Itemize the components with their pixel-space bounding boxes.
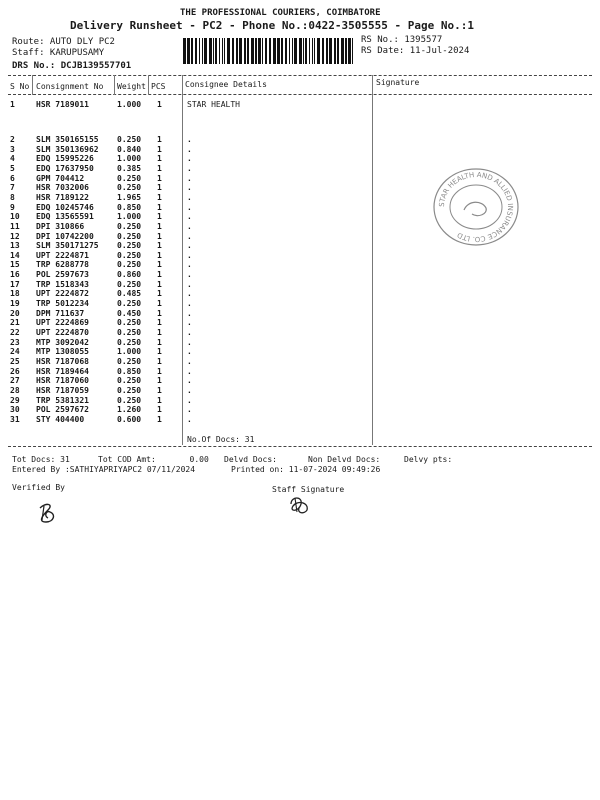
row-weight: 0.250 [117,250,142,260]
row-pcs: 1 [157,270,162,280]
divider [8,75,592,76]
row-consignee: . [187,366,192,376]
row-weight: 0.850 [117,202,142,212]
row-consignee: . [187,135,192,144]
row-consignee: . [187,144,192,154]
row-consignment-no: TRP 1518343 [36,279,89,289]
row-sno: 13 [10,241,20,251]
table-row [0,415,600,425]
row-sno: 14 [10,250,20,260]
svg-text:STAR HEALTH AND ALLIED INSURAN [438,171,514,243]
row-pcs: 1 [157,385,162,395]
row-sno: 7 [10,183,15,193]
row-sno: 1 [10,100,15,109]
row-sno: 17 [10,279,20,289]
row-sno: 6 [10,173,15,183]
row-pcs: 1 [157,231,162,241]
row-sno: 5 [10,163,15,173]
row-weight: 1.965 [117,192,142,202]
row-sno: 10 [10,212,20,222]
row-sno: 2 [10,135,15,144]
row-consignee: . [187,154,192,164]
row-consignment-no: SLM 350171275 [36,241,99,251]
row-pcs: 1 [157,154,162,164]
row-consignee: . [187,163,192,173]
row-weight: 0.485 [117,289,142,299]
row-consignee: STAR HEALTH [187,100,240,109]
delivered-docs: Delvd Docs: [224,455,277,464]
row-consignee: . [187,405,192,415]
rs-number: RS No.: 1395577 [361,35,443,45]
row-weight: 1.000 [117,100,142,109]
row-consignee: . [187,385,192,395]
row-weight: 0.250 [117,279,142,289]
row-weight: 0.840 [117,144,142,154]
col-header-weight: Weight [117,82,146,91]
row-pcs: 1 [157,405,162,415]
row-consignment-no: DPM 711637 [36,308,85,318]
table-row [0,289,600,299]
row-weight: 0.250 [117,183,142,193]
table-row [0,386,600,396]
table-row [0,309,600,319]
row-pcs: 1 [157,144,162,154]
row-weight: 0.450 [117,308,142,318]
row-weight: 0.250 [117,135,142,144]
row-consignment-no: HSR 7187068 [36,356,89,366]
row-sno: 28 [10,385,20,395]
table-row [0,270,600,280]
row-consignment-no: UPT 2224869 [36,318,89,328]
table-row [0,405,600,415]
row-pcs: 1 [157,202,162,212]
row-consignment-no: POL 2597672 [36,405,89,415]
table-row [0,376,600,386]
col-header-sno: S No [10,82,30,91]
column-line [32,75,33,95]
row-sno: 8 [10,192,15,202]
entered-by: Entered By :SATHIYAPRIYAPC2 07/11/2024 [12,465,196,474]
row-consignee: . [187,376,192,386]
row-pcs: 1 [157,192,162,202]
rs-date: RS Date: 11-Jul-2024 [361,46,470,56]
row-pcs: 1 [157,299,162,309]
table-row [0,145,600,155]
row-consignee: . [187,202,192,212]
table-row [0,318,600,328]
total-cod-amount: Tot COD Amt: 0.00 [98,455,209,464]
row-consignment-no: MTP 1308055 [36,347,89,357]
row-sno: 20 [10,308,20,318]
row-sno: 31 [10,414,20,424]
row-consignee: . [187,308,192,318]
row-weight: 0.250 [117,385,142,395]
row-weight: 0.250 [117,395,142,405]
row-consignment-no: MTP 3092042 [36,337,89,347]
row-weight: 0.250 [117,231,142,241]
row-pcs: 1 [157,279,162,289]
row-consignee: . [187,231,192,241]
row-pcs: 1 [157,308,162,318]
row-consignment-no: UPT 2224871 [36,250,89,260]
row-pcs: 1 [157,347,162,357]
company-name: THE PROFESSIONAL COURIERS, COIMBATORE [180,8,381,18]
table-row [0,135,600,145]
row-consignment-no: POL 2597673 [36,270,89,280]
row-weight: 1.000 [117,212,142,222]
row-weight: 0.250 [117,241,142,251]
row-consignment-no: DPI 310866 [36,221,85,231]
row-sno: 26 [10,366,20,376]
row-consignee: . [187,173,192,183]
row-consignment-no: HSR 7187059 [36,385,89,395]
column-line [148,75,149,95]
row-consignment-no: UPT 2224872 [36,289,89,299]
row-consignee: . [187,270,192,280]
row-consignee: . [187,250,192,260]
row-sno: 4 [10,154,15,164]
row-sno: 24 [10,347,20,357]
row-pcs: 1 [157,260,162,270]
runsheet-title: Delivery Runsheet - PC2 - Phone No.:0422-3505555 - Page No.:1 [70,19,474,32]
verified-signature-image [34,500,62,526]
row-sno: 19 [10,299,20,309]
row-consignee: . [187,192,192,202]
row-consignee: . [187,212,192,222]
table-row [0,280,600,290]
row-sno: 27 [10,376,20,386]
row-consignee: . [187,289,192,299]
row-sno: 29 [10,395,20,405]
col-header-pcs: PCS [151,82,166,91]
row-consignment-no: UPT 2224870 [36,328,89,337]
row-weight: 0.250 [117,337,142,347]
row-sno: 21 [10,318,20,328]
row-pcs: 1 [157,163,162,173]
row-pcs: 1 [157,289,162,299]
table-row [0,357,600,367]
row-sno: 23 [10,337,20,347]
row-consignment-no: EDQ 15995226 [36,154,94,164]
row-consignee: . [187,260,192,270]
table-row [0,154,600,164]
divider [8,446,592,447]
row-weight: 1.000 [117,347,142,357]
table-row [0,251,600,261]
row-consignment-no: SLM 350136962 [36,144,99,154]
table-row [0,347,600,357]
row-pcs: 1 [157,135,162,144]
stamp-text: STAR HEALTH AND ALLIED INSURANCE CO. LTD [437,170,515,244]
col-header-signature: Signature [376,78,420,87]
row-consignment-no: HSR 7189464 [36,366,89,376]
row-weight: 0.250 [117,318,142,328]
row-consignment-no: HSR 7032006 [36,183,89,193]
row-consignment-no: TRP 5381321 [36,395,89,405]
row-sno: 3 [10,144,15,154]
row-weight: 0.250 [117,173,142,183]
row-pcs: 1 [157,376,162,386]
row-consignee: . [187,414,192,424]
row-consignment-no: GPM 704412 [36,173,85,183]
row-consignment-no: HSR 7189122 [36,192,89,202]
row-weight: 0.850 [117,366,142,376]
row-consignee: . [187,337,192,347]
col-header-consignment: Consignment No [36,82,104,91]
row-consignment-no: DPI 10742200 [36,231,94,241]
row-pcs: 1 [157,250,162,260]
row-pcs: 1 [157,212,162,222]
row-consignment-no: EDQ 13565591 [36,212,94,222]
row-weight: 0.250 [117,299,142,309]
staff-label: Staff: KARUPUSAMY [12,48,105,58]
row-pcs: 1 [157,318,162,328]
row-consignee: . [187,347,192,357]
row-pcs: 1 [157,241,162,251]
row-pcs: 1 [157,356,162,366]
row-consignment-no: STY 404400 [36,414,85,424]
row-consignee: . [187,183,192,193]
row-weight: 1.000 [117,154,142,164]
divider [8,94,592,95]
table-row [0,367,600,377]
row-consignment-no: HSR 7189011 [36,100,89,109]
row-weight: 0.250 [117,328,142,337]
row-consignee: . [187,241,192,251]
staff-signature-label: Staff Signature [272,485,345,494]
table-row [0,100,600,110]
row-weight: 0.250 [117,376,142,386]
table-row [0,338,600,348]
row-sno: 11 [10,221,20,231]
row-weight: 0.250 [117,221,142,231]
row-sno: 16 [10,270,20,280]
row-sno: 25 [10,356,20,366]
row-sno: 12 [10,231,20,241]
delivery-points: Delvy pts: [404,455,453,464]
row-consignment-no: EDQ 10245746 [36,202,94,212]
row-weight: 0.250 [117,356,142,366]
row-sno: 30 [10,405,20,415]
no-of-docs: No.Of Docs: 31 [187,435,255,444]
row-sno: 15 [10,260,20,270]
row-sno: 9 [10,202,15,212]
non-delivered-docs: Non Delvd Docs: [308,455,381,464]
table-row [0,396,600,406]
row-weight: 0.860 [117,270,142,280]
staff-signature-image [285,492,315,516]
verified-by-label: Verified By [12,483,65,492]
row-pcs: 1 [157,414,162,424]
row-pcs: 1 [157,337,162,347]
total-docs: Tot Docs: 31 [12,455,70,464]
row-weight: 0.250 [117,260,142,270]
row-pcs: 1 [157,366,162,376]
row-consignee: . [187,328,192,337]
col-header-consignee: Consignee Details [185,80,267,89]
printed-on: Printed on: 11-07-2024 09:49:26 [231,465,381,474]
route-label: Route: AUTO DLY PC2 [12,37,115,47]
company-stamp [430,166,522,248]
row-weight: 0.600 [117,414,142,424]
table-row [0,299,600,309]
row-pcs: 1 [157,100,162,109]
row-pcs: 1 [157,221,162,231]
row-consignment-no: TRP 5012234 [36,299,89,309]
row-consignee: . [187,356,192,366]
row-weight: 0.385 [117,163,142,173]
row-sno: 18 [10,289,20,299]
row-consignee: . [187,318,192,328]
column-line [114,75,115,95]
row-consignment-no: TRP 6288778 [36,260,89,270]
row-consignment-no: EDQ 17637950 [36,163,94,173]
row-pcs: 1 [157,395,162,405]
row-consignee: . [187,279,192,289]
row-consignee: . [187,395,192,405]
row-sno: 22 [10,328,20,337]
row-consignee: . [187,299,192,309]
barcode-image [183,38,355,64]
table-row [0,328,600,338]
row-pcs: 1 [157,173,162,183]
drs-number: DRS No.: DCJB139557701 [12,61,132,71]
row-weight: 1.260 [117,405,142,415]
row-consignment-no: SLM 350165155 [36,135,99,144]
row-pcs: 1 [157,183,162,193]
row-pcs: 1 [157,328,162,337]
row-consignee: . [187,221,192,231]
row-consignment-no: HSR 7187060 [36,376,89,386]
table-row [0,260,600,270]
